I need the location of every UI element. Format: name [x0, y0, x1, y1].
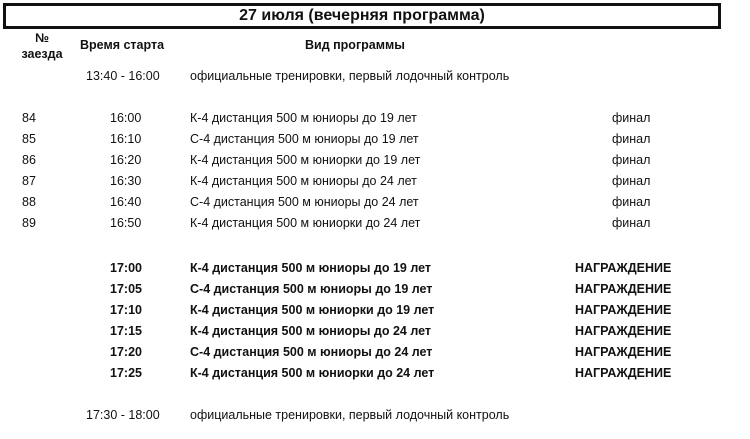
race-stage: финал	[612, 195, 651, 209]
race-time: 16:50	[110, 216, 142, 230]
award-row	[0, 363, 750, 383]
award-program: К-4 дистанция 500 м юниоры до 19 лет	[190, 261, 432, 275]
header-race-number-line2: заезда	[21, 47, 63, 61]
training-time: 17:30 - 18:00	[86, 408, 160, 422]
award-time: 17:10	[110, 303, 142, 317]
award-label: НАГРАЖДЕНИЕ	[575, 261, 672, 275]
race-stage: финал	[612, 174, 651, 188]
race-stage: финал	[612, 111, 651, 125]
race-time: 16:40	[110, 195, 142, 209]
race-time: 16:30	[110, 174, 142, 188]
race-number: 85	[22, 132, 36, 146]
training-row-top	[0, 66, 750, 86]
race-program: С-4 дистанция 500 м юниоры до 19 лет	[190, 132, 419, 146]
award-time: 17:25	[110, 366, 142, 380]
header-race-number-line1: №	[35, 31, 49, 45]
award-program: С-4 дистанция 500 м юниоры до 24 лет	[190, 345, 433, 359]
race-row	[0, 213, 750, 233]
award-time: 17:20	[110, 345, 142, 359]
race-program: К-4 дистанция 500 м юниоры до 24 лет	[190, 174, 417, 188]
race-number: 89	[22, 216, 36, 230]
race-number: 84	[22, 111, 36, 125]
race-time: 16:20	[110, 153, 142, 167]
race-number: 86	[22, 153, 36, 167]
race-stage: финал	[612, 153, 651, 167]
award-program: К-4 дистанция 500 м юниоры до 24 лет	[190, 324, 432, 338]
race-row	[0, 129, 750, 149]
award-program: К-4 дистанция 500 м юниорки до 24 лет	[190, 366, 435, 380]
race-row	[0, 171, 750, 191]
race-program: К-4 дистанция 500 м юниоры до 19 лет	[190, 111, 417, 125]
race-row	[0, 192, 750, 212]
award-row	[0, 300, 750, 320]
training-description: официальные тренировки, первый лодочный контроль	[190, 408, 510, 422]
training-row-bottom	[0, 405, 750, 425]
award-row	[0, 342, 750, 362]
race-number: 88	[22, 195, 36, 209]
award-row	[0, 279, 750, 299]
race-program: С-4 дистанция 500 м юниоры до 24 лет	[190, 195, 419, 209]
race-row	[0, 150, 750, 170]
race-number: 87	[22, 174, 36, 188]
race-row	[0, 108, 750, 128]
award-label: НАГРАЖДЕНИЕ	[575, 345, 672, 359]
award-program: С-4 дистанция 500 м юниоры до 19 лет	[190, 282, 433, 296]
header-start-time: Время старта	[80, 38, 165, 52]
page-title: 27 июля (вечерняя программа)	[3, 3, 721, 29]
header-program: Вид программы	[305, 38, 405, 52]
race-time: 16:10	[110, 132, 142, 146]
race-program: К-4 дистанция 500 м юниорки до 24 лет	[190, 216, 421, 230]
award-row	[0, 258, 750, 278]
race-stage: финал	[612, 216, 651, 230]
training-time: 13:40 - 16:00	[86, 69, 160, 83]
award-row	[0, 321, 750, 341]
award-program: К-4 дистанция 500 м юниорки до 19 лет	[190, 303, 435, 317]
race-program: К-4 дистанция 500 м юниорки до 19 лет	[190, 153, 421, 167]
training-description: официальные тренировки, первый лодочный контроль	[190, 69, 510, 83]
race-stage: финал	[612, 132, 651, 146]
award-label: НАГРАЖДЕНИЕ	[575, 366, 672, 380]
award-label: НАГРАЖДЕНИЕ	[575, 282, 672, 296]
award-time: 17:05	[110, 282, 142, 296]
award-label: НАГРАЖДЕНИЕ	[575, 303, 672, 317]
race-time: 16:00	[110, 111, 142, 125]
award-time: 17:00	[110, 261, 142, 275]
award-label: НАГРАЖДЕНИЕ	[575, 324, 672, 338]
header-race-number	[18, 30, 66, 62]
award-time: 17:15	[110, 324, 142, 338]
